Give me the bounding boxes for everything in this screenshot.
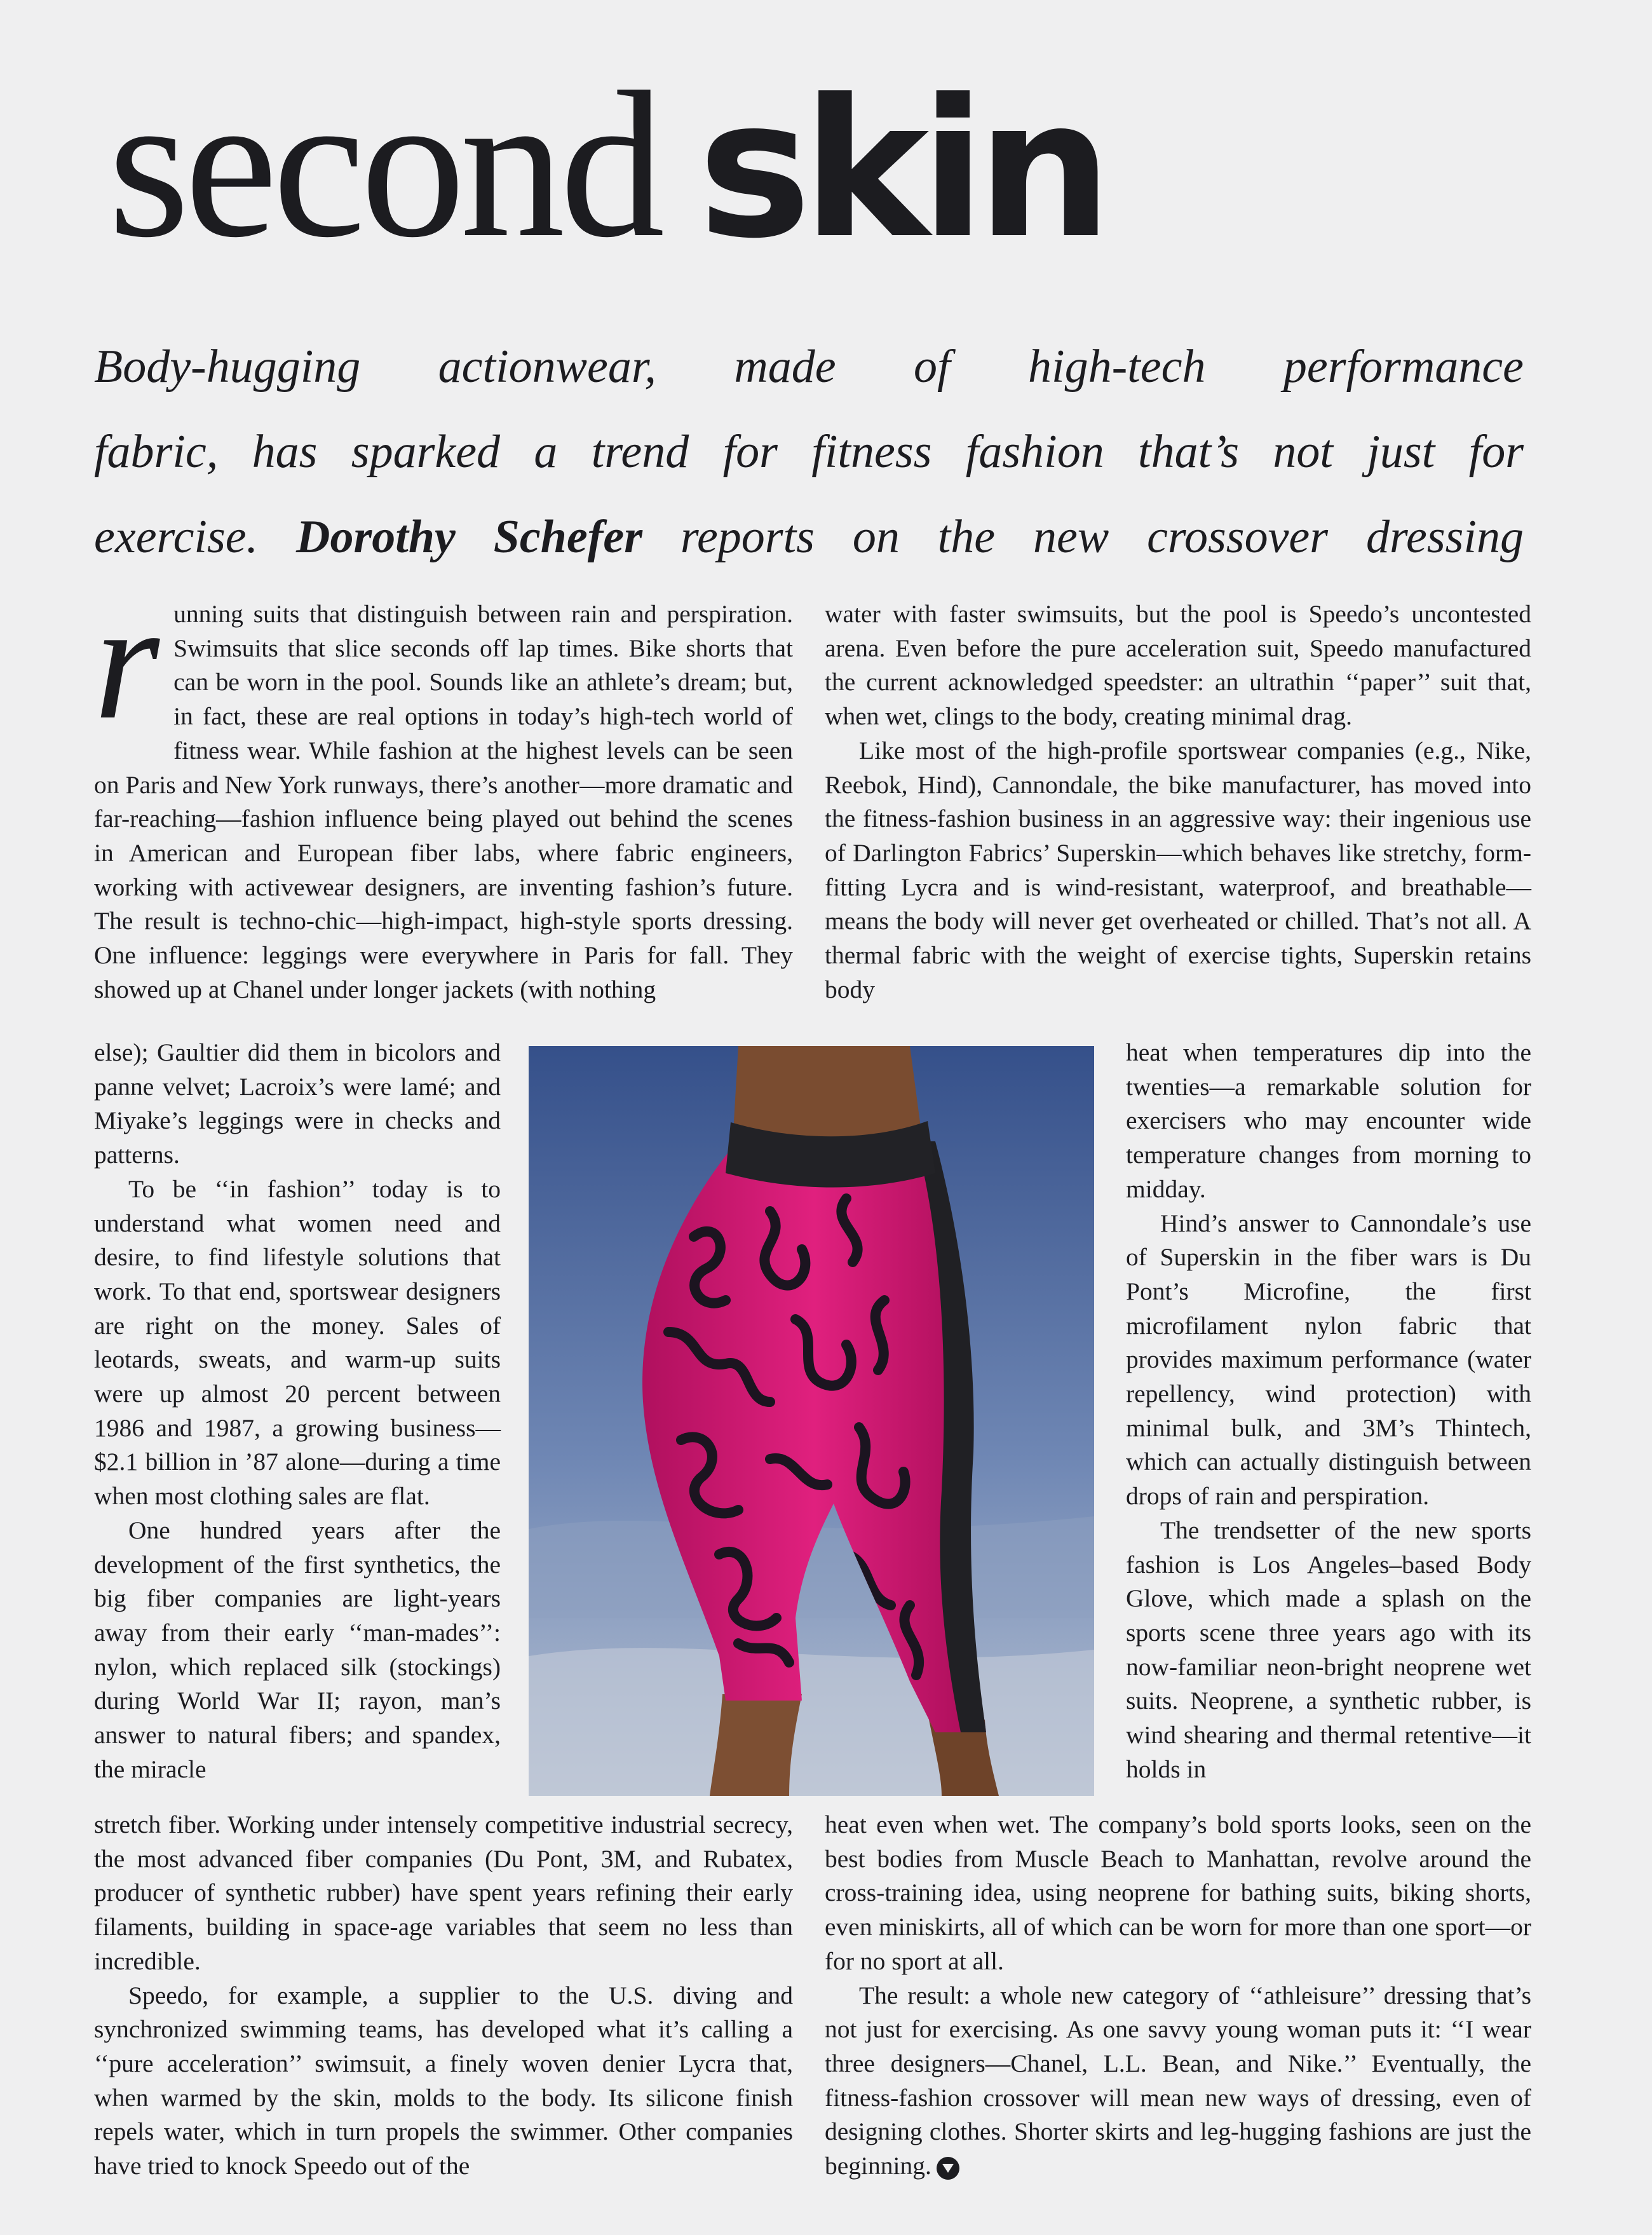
left-column-mid <box>94 1036 501 1786</box>
paragraph: One hundred years after the development of the first synthetics, the big fiber companies are light-years away from their early ‘‘man-mades’’: nylon, which replaced silk (stockings) during World War II; rayon, man’s answer to natural fibers; and spandex, the miracle <box>94 1516 501 1783</box>
right-column-bottom <box>825 1808 1531 2184</box>
paragraph: Speedo, for example, a supplier to the U.S. diving and synchronized swimming teams, has developed what it’s calling a ‘‘pure acceleration’’ swimsuit, a finely woven denier Lycra that, when warmed by the skin, molds to the body. Its silicone finish repels water, which in turn propels the swimmer. Other companies have tried to knock Speedo out of the <box>94 1981 793 2180</box>
left-column-top <box>94 568 793 1007</box>
headline-bold: skin <box>698 58 1104 280</box>
left-calf <box>710 1694 802 1796</box>
right-column-mid <box>1126 1036 1531 1786</box>
paragraph: Like most of the high-profile sportswear companies (e.g., Nike, Reebok, Hind), Cannondale, the bike manufacturer, has moved into the fitness-fashion business in an aggressive way: their ingenious use of Darlington Fabrics’ Superskin—which behaves like stretchy, form-fitting Lycra and is wind-resistant, waterproof, and breathable—means the body will never get overheated or chilled. That’s not all. A thermal fabric with the weight of exercise tights, Superskin retains body <box>825 736 1531 1003</box>
headline-light: second <box>108 49 660 281</box>
closing-text: The result: a whole new category of ‘‘athleisure’’ dressing that’s not just for exercising. As one savvy young woman puts it: ‘‘I wear three designers—Chanel, L.L. Bean, and Nike.’’ Eventually, the fitness-fashion crossover will mean new ways of dressing, even of designing clothes. Shorter skirts and leg-hugging fashions are just the beginning. <box>825 1981 1531 2180</box>
end-of-article-icon <box>937 2157 959 2180</box>
deck-line-1: Body-hugging actionwear, made of high-tech performance <box>94 341 1524 393</box>
article-intro-text: unning suits that distinguish between rain and perspiration. Swimsuits that slice seconds off lap times. Bike shorts that can be worn in the pool. Sounds like an athlete’s dream; but, in fact, these are real options in today’s high-tech world of fitness wear. While fashion at the highest levels can be seen on Paris and New York runways, there’s another—more dramatic and far-reaching—fashion influence being played out behind the scenes in American and European fiber labs, where fabric engineers, working with activewear designers, are inventing fashion’s future. The result is techno-chic—high-impact, high-style sports dressing. One influence: leggings were everywhere in Paris for fall. They showed up at Chanel under longer jackets (with nothing <box>94 600 793 1003</box>
article-intro <box>94 568 793 1007</box>
paragraph: else); Gaultier did them in bicolors and panne velvet; Lacroix’s were lamé; and Miyake’s leggings were in checks and patterns. <box>94 1038 501 1169</box>
deck-line-3-pre: exercise. <box>94 511 259 563</box>
deck <box>94 324 1524 580</box>
headline <box>108 49 1104 281</box>
author-name: Dorothy Schefer <box>296 511 642 563</box>
paragraph: The trendsetter of the new sports fashion is Los Angeles–based Body Glove, which made a splash on the sports scene three years ago with its now-familiar neon-bright neoprene wet suits. Neoprene, a synthetic rubber, is wind shearing and thermal retentive—it holds in <box>1126 1516 1531 1783</box>
deck-line-3-post: reports on the new crossover dressing <box>680 511 1524 563</box>
leggings-photo-illustration <box>529 1046 1094 1796</box>
paragraph <box>825 1979 1531 2184</box>
leggings-photo <box>529 1046 1094 1796</box>
right-column-top <box>825 597 1531 1007</box>
paragraph: stretch fiber. Working under intensely competitive industrial secrecy, the most advanced fiber companies (Du Pont, 3M, and Rubatex, producer of synthetic rubber) have spent years refining their early filaments, building in space-age variables that seem no less than incredible. <box>94 1810 793 1975</box>
paragraph: heat even when wet. The company’s bold sports looks, seen on the best bodies from Muscle Beach to Manhattan, revolve around the cross-training idea, using neoprene for bathing suits, biking shorts, even miniskirts, all of which can be worn for more than one sport—or for no sport at all. <box>825 1810 1531 1975</box>
paragraph: To be ‘‘in fashion’’ today is to understand what women need and desire, to find lifestyle solutions that work. To that end, sportswear designers are right on the money. Sales of leotards, sweats, and warm-up suits were up almost 20 percent between 1986 and 1987, a growing business—$2.1 billion in ’87 alone—during a time when most clothing sales are flat. <box>94 1174 501 1511</box>
left-column-bottom <box>94 1808 793 2184</box>
deck-line-2: fabric, has sparked a trend for fitness fashion that’s not just for <box>94 426 1524 478</box>
deck-line-3 <box>94 494 1524 580</box>
drop-cap: r <box>94 568 160 754</box>
paragraph: Hind’s answer to Cannondale’s use of Superskin in the fiber wars is Du Pont’s Microfine, the first microfilament nylon fabric that provides maximum performance (water repellency, wind protection) with minimal bulk, and 3M’s Thintech, which can actually distinguish between drops of rain and perspiration. <box>1126 1209 1531 1511</box>
paragraph: heat when temperatures dip into the twenties—a remarkable solution for exercisers who may encounter wide temperature changes from morning to midday. <box>1126 1038 1531 1203</box>
paragraph: water with faster swimsuits, but the pool is Speedo’s uncontested arena. Even before the pure acceleration suit, Speedo manufactured the current acknowledged speedster: an ultrathin ‘‘paper’’ suit that, when wet, clings to the body, creating minimal drag. <box>825 600 1531 731</box>
